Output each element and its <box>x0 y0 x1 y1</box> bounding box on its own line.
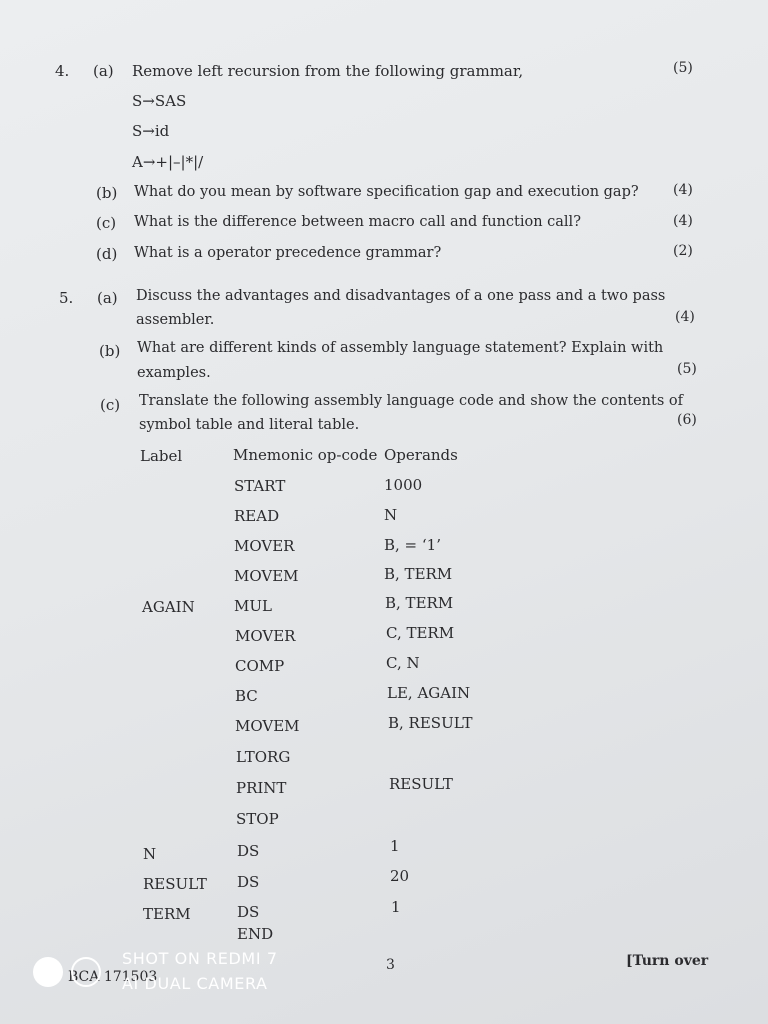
table-cell-operands: 1 <box>391 898 401 916</box>
table-cell-mnemonic: END <box>237 925 274 943</box>
question-5b-line1: What are different kinds of assembly language statement? Explain with <box>137 340 664 356</box>
question-5c-marks: (6) <box>677 412 697 428</box>
question-4c-text: What is the difference between macro call and function call? <box>134 214 581 230</box>
table-header-mnemonic: Mnemonic op-code <box>233 446 378 464</box>
question-4d-text: What is a operator precedence grammar? <box>134 245 442 261</box>
question-4a-marks: (5) <box>673 60 693 76</box>
grammar-rule: S→id <box>132 122 170 140</box>
table-cell-label: RESULT <box>143 875 207 893</box>
table-cell-mnemonic: READ <box>234 507 280 525</box>
question-4b-marks: (4) <box>673 182 693 198</box>
table-cell-operands: B, TERM <box>384 565 453 583</box>
table-cell-mnemonic: LTORG <box>236 748 291 766</box>
question-5b-line2: examples. <box>137 365 211 381</box>
table-header-operands: Operands <box>384 446 458 464</box>
question-4a-text: Remove left recursion from the following grammar, <box>132 62 524 80</box>
table-cell-mnemonic: START <box>234 477 286 495</box>
question-5b-marks: (5) <box>677 361 697 377</box>
table-cell-operands: LE, AGAIN <box>387 684 471 702</box>
question-4c-marks: (4) <box>673 213 693 229</box>
table-header-label: Label <box>140 447 183 465</box>
table-cell-mnemonic: BC <box>235 687 258 705</box>
table-cell-mnemonic: MOVEM <box>234 567 299 585</box>
question-4-number: 4. <box>55 62 70 80</box>
footer-paper-code: BCA 171503 <box>68 969 158 985</box>
table-cell-mnemonic: MOVER <box>235 627 296 645</box>
table-cell-operands: 1000 <box>384 476 423 494</box>
watermark-ring-icon <box>71 957 101 987</box>
table-cell-label: AGAIN <box>142 598 195 616</box>
question-5a-marks: (4) <box>675 309 695 325</box>
table-cell-label: TERM <box>143 905 191 923</box>
question-5-number: 5. <box>59 289 74 307</box>
table-cell-operands: 1 <box>390 837 400 855</box>
footer-page-number: 3 <box>386 957 395 973</box>
table-cell-operands: N <box>384 506 398 524</box>
table-cell-operands: 20 <box>390 867 410 885</box>
footer-turn-over: [Turn over <box>626 953 709 969</box>
watermark-line-1: SHOT ON REDMI 7 <box>122 949 278 968</box>
table-cell-operands: B, = ‘1’ <box>384 536 441 554</box>
question-4b-label: (b) <box>96 184 118 202</box>
question-4b-text: What do you mean by software specification gap and execution gap? <box>134 184 639 200</box>
question-5a-line1: Discuss the advantages and disadvantages of a one pass and a two pass <box>136 288 666 304</box>
table-cell-mnemonic: STOP <box>236 810 279 828</box>
table-cell-mnemonic: DS <box>237 903 260 921</box>
table-cell-mnemonic: MUL <box>234 597 272 615</box>
table-cell-mnemonic: PRINT <box>236 779 287 797</box>
grammar-rule: A→+|–|*|/ <box>132 153 204 171</box>
question-5c-line2: symbol table and literal table. <box>139 417 360 433</box>
table-cell-operands: RESULT <box>389 775 453 793</box>
question-5b-label: (b) <box>99 342 121 360</box>
table-cell-mnemonic: COMP <box>235 657 285 675</box>
table-cell-mnemonic: MOVER <box>234 537 295 555</box>
table-cell-operands: B, RESULT <box>388 714 473 732</box>
table-cell-operands: C, TERM <box>386 624 455 642</box>
table-cell-operands: C, N <box>386 654 420 672</box>
question-4c-label: (c) <box>96 214 117 232</box>
table-cell-label: N <box>143 845 157 863</box>
question-5c-line1: Translate the following assembly language code and show the contents of <box>139 393 683 409</box>
question-5a-line2: assembler. <box>136 312 215 328</box>
question-4a-label: (a) <box>93 62 114 80</box>
question-4d-marks: (2) <box>673 243 693 259</box>
table-cell-mnemonic: DS <box>237 873 260 891</box>
grammar-rule: S→SAS <box>132 92 187 110</box>
question-5c-label: (c) <box>100 396 121 414</box>
question-5a-label: (a) <box>97 289 118 307</box>
question-4d-label: (d) <box>96 245 118 263</box>
watermark-filled-circle-icon <box>33 957 63 987</box>
table-cell-mnemonic: DS <box>237 842 260 860</box>
watermark-line-2: AI DUAL CAMERA <box>122 974 268 993</box>
table-cell-mnemonic: MOVEM <box>235 717 300 735</box>
table-cell-operands: B, TERM <box>385 594 454 612</box>
